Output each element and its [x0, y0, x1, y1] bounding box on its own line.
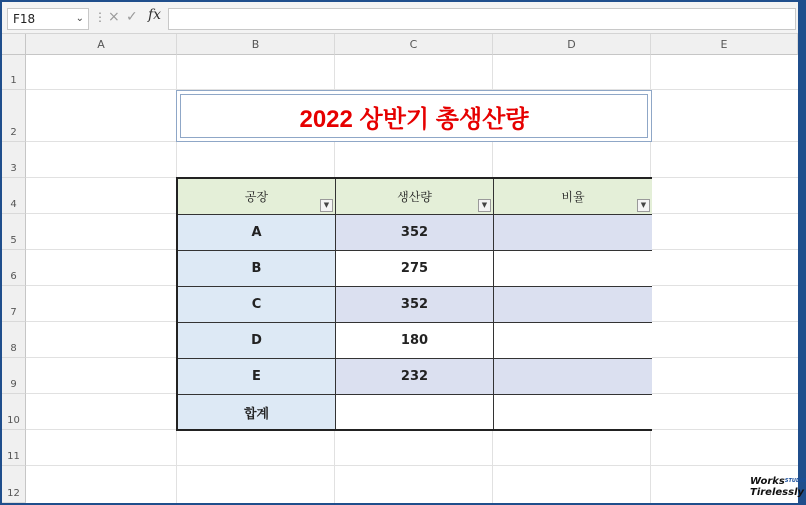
header-ratio[interactable]: [494, 179, 652, 215]
cell-production[interactable]: 180: [336, 323, 494, 359]
cell-total-production[interactable]: [336, 395, 494, 429]
title-border: [180, 94, 648, 138]
sheet-title: 2022 상반기 총생산량: [299, 105, 529, 133]
column-header-c[interactable]: C: [335, 34, 493, 55]
filter-dropdown-icon[interactable]: ▼: [320, 199, 333, 212]
watermark-studio: STUDIO: [784, 478, 806, 484]
cancel-icon[interactable]: ×: [108, 9, 120, 25]
title-cell[interactable]: [176, 90, 652, 142]
row-header-9[interactable]: 9: [2, 358, 26, 394]
cell-ratio[interactable]: [494, 359, 652, 395]
row-header-4[interactable]: 4: [2, 178, 26, 214]
name-box[interactable]: [7, 8, 89, 30]
chevron-down-icon[interactable]: ⌄: [75, 13, 84, 24]
header-factory[interactable]: [178, 179, 336, 215]
cell-production[interactable]: 232: [336, 359, 494, 395]
watermark-logo: [750, 476, 806, 504]
cell-factory[interactable]: C: [178, 287, 336, 323]
column-header-a[interactable]: A: [26, 34, 177, 55]
row-header-2[interactable]: 2: [2, 90, 26, 142]
cell-factory[interactable]: D: [178, 323, 336, 359]
row-header-12[interactable]: 12: [2, 466, 26, 503]
header-production-label: 생산량: [397, 190, 432, 204]
watermark-line2: Tirelessly: [750, 487, 805, 498]
header-factory-label: 공장: [244, 190, 269, 204]
row-header-1[interactable]: 1: [2, 55, 26, 90]
row-header-10[interactable]: 10: [2, 394, 26, 430]
spreadsheet-window: [2, 2, 806, 503]
row-header-5[interactable]: 5: [2, 214, 26, 250]
cell-factory[interactable]: E: [178, 359, 336, 395]
row-header-3[interactable]: 3: [2, 142, 26, 178]
cell-total-ratio[interactable]: [494, 395, 652, 429]
watermark-line1: Works: [750, 476, 785, 487]
filter-dropdown-icon[interactable]: ▼: [637, 199, 650, 212]
cell-factory[interactable]: A: [178, 215, 336, 251]
enter-icon[interactable]: ✓: [126, 9, 138, 25]
production-table: [176, 177, 652, 431]
more-options-icon[interactable]: ⋮: [94, 10, 106, 24]
name-box-value: F18: [13, 12, 36, 26]
insert-function-icon[interactable]: fx: [148, 7, 162, 23]
row-header-8[interactable]: 8: [2, 322, 26, 358]
cell-total-label[interactable]: 합계: [178, 395, 336, 429]
cell-production[interactable]: 275: [336, 251, 494, 287]
cell-ratio[interactable]: [494, 251, 652, 287]
header-production[interactable]: [336, 179, 494, 215]
cell-ratio[interactable]: [494, 287, 652, 323]
column-header-b[interactable]: B: [177, 34, 335, 55]
row-header-6[interactable]: 6: [2, 250, 26, 286]
cell-ratio[interactable]: [494, 215, 652, 251]
row-header-11[interactable]: 11: [2, 430, 26, 466]
cell-factory[interactable]: B: [178, 251, 336, 287]
select-all-corner[interactable]: [2, 34, 26, 55]
gridline: [26, 465, 798, 466]
cell-production[interactable]: 352: [336, 287, 494, 323]
cell-ratio[interactable]: [494, 323, 652, 359]
formula-input[interactable]: [168, 8, 796, 30]
filter-dropdown-icon[interactable]: ▼: [478, 199, 491, 212]
row-header-7[interactable]: 7: [2, 286, 26, 322]
formula-bar: [2, 2, 798, 34]
cell-production[interactable]: 352: [336, 215, 494, 251]
header-ratio-label: 비율: [561, 190, 585, 204]
column-header-d[interactable]: D: [493, 34, 651, 55]
column-header-e[interactable]: E: [651, 34, 798, 55]
worksheet-grid[interactable]: [2, 34, 805, 503]
